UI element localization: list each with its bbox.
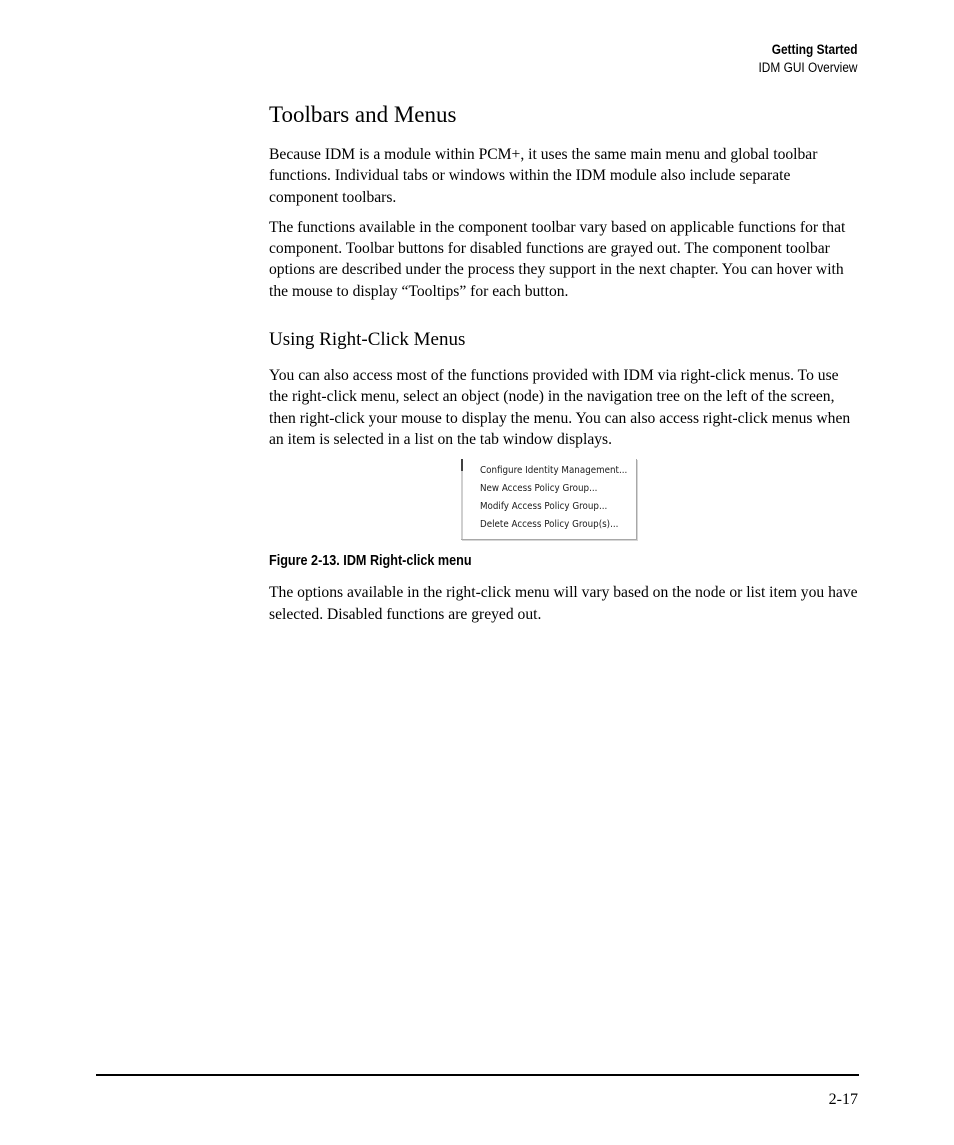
- closing-paragraph: The options available in the right-click menu will vary based on the node or list item you have selected. Disabled functions are greyed out.: [269, 584, 858, 623]
- header-chapter: Getting Started: [772, 42, 858, 57]
- page-number: 2-17: [828, 1091, 858, 1108]
- intro-paragraph: Because IDM is a module within PCM+, it uses the same main menu and global toolbar functions. Individual tabs or windows within the IDM module also include separate component toolbars.: [269, 146, 818, 206]
- right-click-menu-figure: [461, 459, 637, 542]
- footer-rule: [96, 1074, 859, 1076]
- context-menu: [461, 459, 637, 540]
- menu-item-modify-access-policy-group[interactable]: Modify Access Policy Group...: [480, 501, 608, 513]
- right-click-paragraph: You can also access most of the functions provided with IDM via right-click menus. To use the right-click menu, select an object (node) in the navigation tree on the left of the screen, then right-click your mouse to display the menu. You can also access right-click menus when an item is selected in a list on the tab window displays.: [269, 367, 851, 448]
- section-title: Toolbars and Menus: [269, 102, 457, 127]
- page-content: [269, 100, 861, 634]
- menu-item-configure-identity-management[interactable]: Configure Identity Management...: [480, 465, 628, 477]
- toolbar-paragraph: The functions available in the component toolbar vary based on applicable functions for that component. Toolbar buttons for disabled functions are grayed out. The component toolbar options are described under the process they support in the next chapter. You can hover with the mouse to display “Tooltips” for each button.: [269, 218, 846, 300]
- menu-edge: [461, 459, 463, 539]
- header-section: IDM GUI Overview: [758, 60, 858, 75]
- subsection-title: Using Right-Click Menus: [269, 329, 466, 351]
- figure-caption: Figure 2-13. IDM Right-click menu: [269, 553, 472, 570]
- menu-item-delete-access-policy-groups[interactable]: Delete Access Policy Group(s)...: [480, 519, 619, 531]
- menu-item-new-access-policy-group[interactable]: New Access Policy Group...: [480, 483, 598, 495]
- running-header: [759, 41, 858, 77]
